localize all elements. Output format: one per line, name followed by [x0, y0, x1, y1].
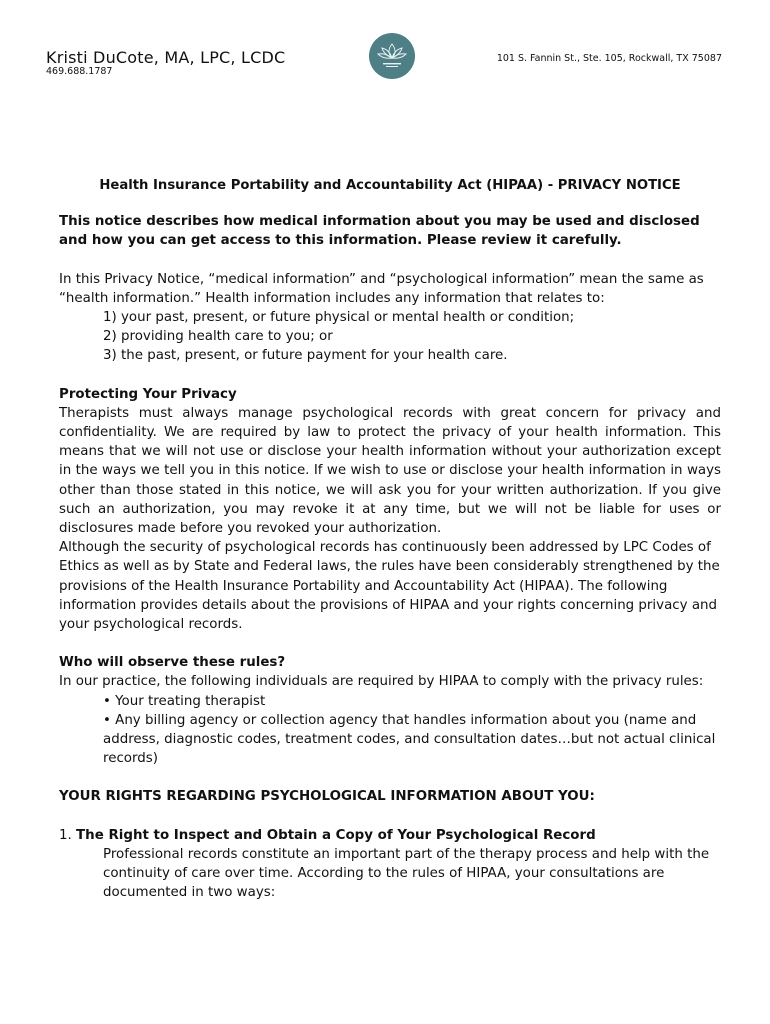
header-address: 101 S. Fannin St., Ste. 105, Rockwall, TX 75087	[496, 53, 722, 64]
document-title: Health Insurance Portability and Accountability Act (HIPAA) - PRIVACY NOTICE	[99, 178, 681, 193]
right-1-number: 1.	[59, 827, 72, 843]
header-phone: 469.688.1787	[46, 66, 113, 77]
right-1-paragraph: Professional records constitute an important part of the therapy process and help with the continuity of care over time. According to the rules of HIPAA, your consultations are documented in two ways:	[103, 846, 710, 901]
who-observes-paragraph: In our practice, the following individuals are required by HIPAA to comply with the privacy rules:	[59, 674, 704, 690]
right-1-heading	[59, 826, 721, 845]
observer-item: • Any billing agency or collection agency that handles information about you (name and address, diagnostic codes, treatment codes, and consultation dates…but not actual clinical records)	[103, 712, 716, 767]
intro-item: 1) your past, present, or future physical or mental health or condition;	[103, 310, 575, 326]
observer-item: • Your treating therapist	[103, 693, 266, 709]
right-1-title: The Right to Inspect and Obtain a Copy of Your Psychological Record	[76, 827, 596, 843]
intro-item: 3) the past, present, or future payment for your health care.	[103, 348, 508, 364]
header-name: Kristi DuCote, MA, LPC, LCDC	[46, 48, 286, 67]
notice-statement: This notice describes how medical information about you may be used and disclosed and how you can get access to this information. Please review it carefully.	[59, 214, 700, 249]
protecting-privacy-paragraph-2: Although the security of psychological records has continuously been addressed by LPC Codes of Ethics as well as by State and Federal laws, the rules have been considerably strengthened by the provisions of the Health Insurance Portability and Accountability Act (HIPAA). The following information provides details about the provisions of HIPAA and your rights concerning privacy and your psychological records.	[59, 540, 720, 633]
intro-paragraph: In this Privacy Notice, “medical information” and “psychological information” mean the same as “health information.” Health information includes any information that relates to:	[59, 271, 704, 306]
who-observes-heading: Who will observe these rules?	[59, 655, 286, 671]
rights-heading: YOUR RIGHTS REGARDING PSYCHOLOGICAL INFORMATION ABOUT YOU:	[59, 789, 595, 805]
protecting-privacy-paragraph-1: Therapists must always manage psychological records with great concern for privacy and confidentiality. We are required by law to protect the privacy of your health information. This means that we will not use or disclose your health information without your authorization except in the ways we tell you in this notice. If we wish to use or disclose your health information in ways other than those stated in this notice, we will ask you for your written authorization. If you give such an authorization, you may revoke it at any time, but we will not be liable for uses or disclosures made before you revoked your authorization.	[59, 405, 721, 537]
protecting-privacy-heading: Protecting Your Privacy	[59, 386, 237, 402]
lotus-logo-icon	[368, 32, 416, 80]
intro-item: 2) providing health care to you; or	[103, 329, 333, 345]
document-body	[59, 176, 721, 903]
